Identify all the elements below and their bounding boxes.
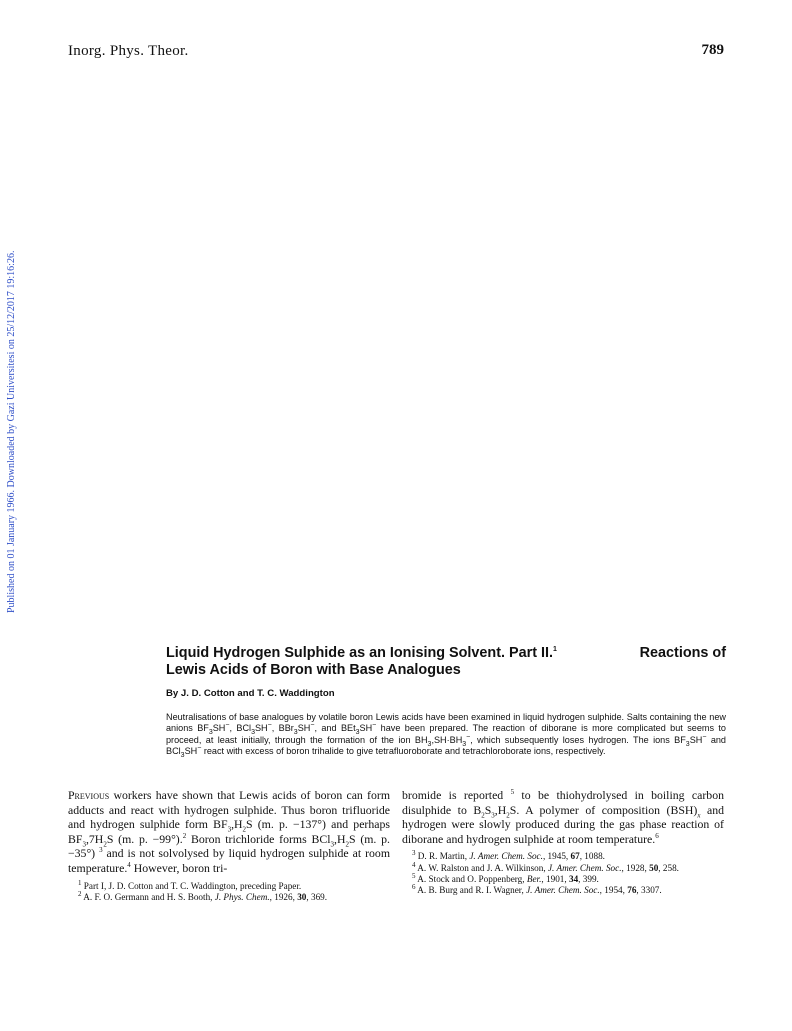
journal-name: J. Amer. Chem. Soc. (469, 851, 543, 862)
running-head: Inorg. Phys. Theor. (68, 43, 189, 59)
footnote-text: Part I, J. D. Cotton and T. C. Waddington, preceding Paper. (83, 880, 302, 891)
footnote-text: A. F. O. Germann and H. S. Booth, (83, 891, 215, 902)
footnote-text: , 1088. (579, 851, 605, 862)
abstract-text: have been prepared. The reaction of diborane is more complicated but seems to proceed, at least initially, through the formation of the ion BH (166, 723, 726, 745)
title-line-1 (166, 645, 726, 662)
body-text: ,H (334, 831, 346, 846)
footnote-text: , 399. (578, 873, 599, 884)
volume: 76 (627, 884, 637, 895)
title-footnote-ref[interactable]: 1 (553, 646, 557, 654)
journal-name: J. Amer. Chem. Soc. (547, 862, 622, 873)
footnote-ref[interactable]: 2 (182, 831, 187, 840)
body-text: ,H (231, 817, 243, 832)
volume: 34 (568, 873, 579, 884)
journal-name: J. Phys. Chem. (214, 891, 270, 902)
subscript: 3 (293, 729, 298, 737)
footnote-text: , 1954, (599, 884, 628, 895)
body-text: However, boron tri- (130, 860, 228, 875)
article-title (166, 645, 726, 679)
body-text: ,7H (85, 831, 104, 846)
download-watermark-link[interactable]: Published on 01 January 1966. Downloaded by Gazi Universitesi on 25/12/2017 19:16:26. (6, 250, 17, 613)
body-text: S (m. p. −99°). (106, 831, 183, 846)
subscript: 3 (355, 729, 360, 737)
footnote-text: , 258. (658, 862, 679, 873)
title-main: Liquid Hydrogen Sulphide as an Ionising Solvent. Part II. (166, 645, 553, 661)
volume: 30 (297, 891, 307, 902)
abstract-text: Neutralisations of base analogues by volatile boron Lewis acids have been examined in liquid hydrogen sulphide. Salts containing the new anions BF (166, 712, 726, 734)
subscript: 3 (330, 840, 334, 849)
abstract-text: , which subsequently loses hydrogen. The ions BF (470, 734, 686, 745)
charge: − (466, 733, 471, 741)
charge: − (310, 722, 315, 730)
subscript: 3 (427, 740, 432, 748)
charge: − (702, 733, 707, 741)
footnote (68, 889, 390, 903)
charge: − (197, 745, 202, 753)
abstract-text: SH (184, 746, 198, 757)
abstract-text: SH (254, 723, 268, 734)
footnote (402, 851, 724, 862)
subscript: 3 (82, 840, 86, 849)
footnote-text: , 1945, (542, 851, 571, 862)
body-text: workers have shown that Lewis acids of boron can form adducts and react with hydrogen sulphide. Thus boron trifluoride and hydrogen sulphide form BF (68, 788, 390, 832)
abstract-text: SH (297, 723, 311, 734)
footnote-text: A. W. Ralston and J. A. Wilkinson, (417, 862, 548, 873)
footnote-text: D. R. Martin, (417, 851, 470, 862)
body-column-left (68, 788, 390, 903)
abstract-text: SH (359, 723, 373, 734)
abstract-text: , BCl (229, 723, 252, 734)
footnote-text: , 369. (306, 891, 328, 902)
footnote (68, 878, 390, 892)
journal-name: J. Amer. Chem. Soc. (526, 884, 600, 895)
body-text: Boron trichloride forms BCl (186, 831, 331, 846)
body-paragraph (68, 788, 390, 876)
abstract (166, 712, 726, 758)
subscript: 3 (462, 740, 467, 748)
volume: 67 (570, 851, 580, 862)
volume: 50 (649, 862, 659, 873)
abstract-text: react with excess of boron trihalide to give tetrafluoroborate and tetrachloroborate ions, respectively. (201, 746, 606, 757)
footnote-number: 2 (78, 889, 82, 898)
footnote (402, 871, 724, 885)
footnote-number: 6 (412, 882, 416, 891)
footnote-number: 5 (412, 871, 416, 880)
subscript: 3 (251, 729, 255, 737)
abstract-text: and BCl (166, 734, 726, 757)
subscript: 2 (242, 825, 247, 834)
body-paragraph (402, 788, 724, 846)
footnote-number: 1 (78, 878, 82, 887)
abstract-text: SH (212, 723, 226, 734)
body-text: ,H (494, 802, 507, 817)
abstract-text: SH (689, 734, 703, 745)
journal-name: Ber. (526, 873, 542, 884)
subscript: 2 (103, 840, 107, 849)
page-number: 789 (701, 42, 724, 58)
footnote-ref[interactable]: 5 (510, 788, 515, 797)
charge: − (225, 722, 230, 730)
footnote-text: A. B. Burg and R. I. Wagner, (417, 884, 527, 895)
body-text: S. A polymer of composition (BSH) (509, 802, 698, 817)
title-line-2: Lewis Acids of Boron with Base Analogues (166, 662, 461, 678)
footnote (402, 860, 724, 874)
footnote-number: 3 (412, 849, 416, 858)
footnote-text: , 3307. (636, 884, 662, 895)
footnote-number: 4 (412, 860, 416, 869)
footnote (402, 882, 724, 896)
subscript: 3 (227, 825, 232, 834)
footnote-ref[interactable]: 4 (127, 861, 131, 870)
footnote-text: , 1926, (269, 891, 298, 902)
footnote-text: , 1901, (541, 873, 569, 884)
charge: − (267, 722, 272, 730)
footnote-ref[interactable]: 3 (99, 846, 103, 855)
title-tail: Reactions of (639, 645, 726, 661)
footnotes-right (402, 851, 724, 896)
subscript: 2 (506, 810, 510, 819)
subscript: 3 (180, 752, 185, 760)
subscript: 2 (345, 840, 349, 849)
body-column-right (402, 788, 724, 896)
body-text: and hydrogen were slowly produced during the gas phase reaction of diborane and hydrogen sulphide at room temperature. (402, 802, 724, 846)
body-text: to be thiohydrolysed in boiling carbon disulphide to B (402, 788, 724, 817)
charge: − (372, 722, 377, 730)
body-text: and is not solvolysed by liquid hydrogen sulphide at room temperature. (68, 846, 390, 875)
subscript: 3 (685, 740, 690, 748)
subscript: 2 (481, 810, 485, 819)
author-byline: By J. D. Cotton and T. C. Waddington (166, 688, 335, 699)
abstract-text: , BBr (271, 723, 294, 734)
body-text: S (484, 802, 492, 817)
subscript: 3 (208, 729, 213, 737)
abstract-text: , and BEt (314, 723, 356, 734)
subscript: 3 (491, 810, 495, 819)
footnote-text: , 1928, (621, 862, 650, 873)
subscript: x (697, 810, 701, 819)
abstract-text: ,SH·BH (431, 734, 463, 745)
opening-word: Previous (68, 788, 110, 802)
body-text: S (m. p. −137°) and perhaps BF (68, 817, 390, 846)
footnote-ref[interactable]: 6 (655, 831, 659, 840)
body-text: bromide is reported (402, 788, 511, 802)
footnotes-left (68, 878, 390, 903)
footnote-text: A. Stock and O. Poppenberg, (417, 873, 527, 884)
body-text: S (m. p. −35°) (68, 831, 390, 861)
